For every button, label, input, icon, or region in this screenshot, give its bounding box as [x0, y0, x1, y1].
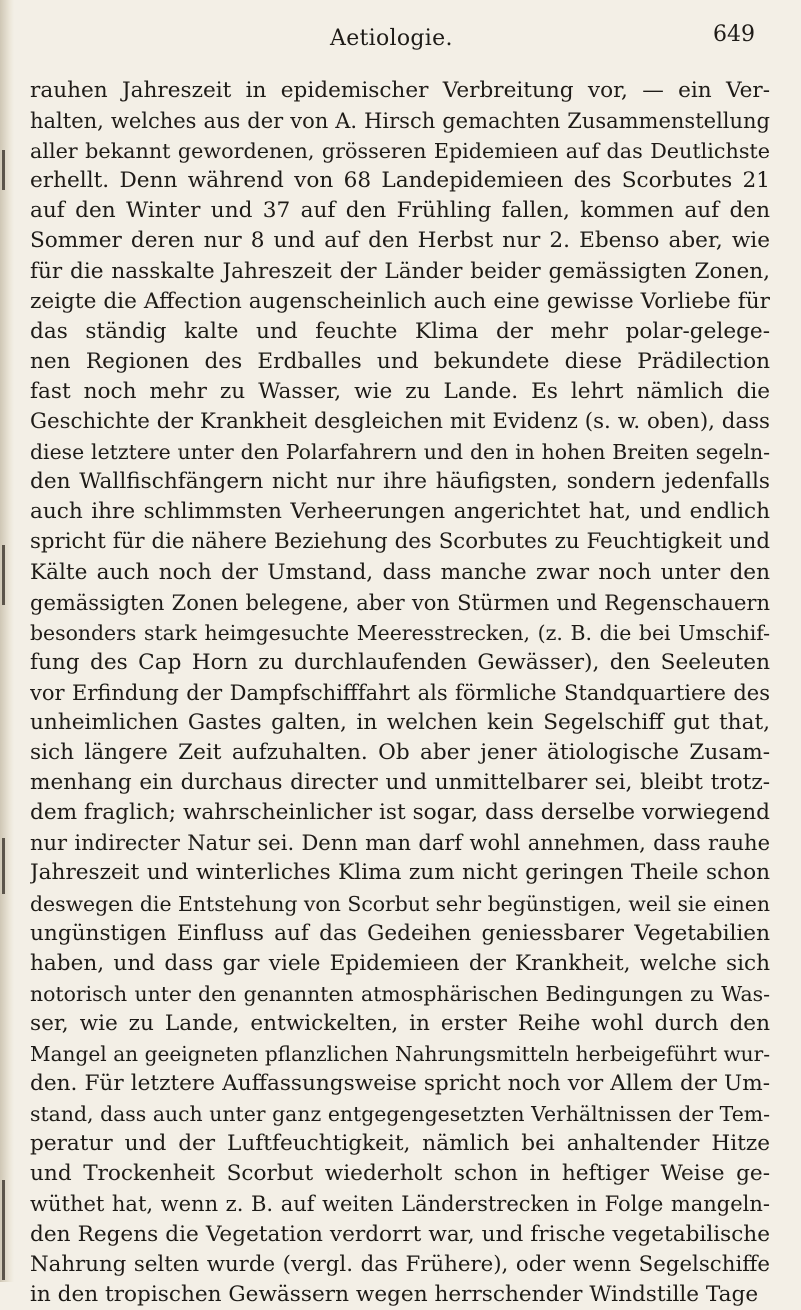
page-binding-edge [0, 0, 14, 1282]
text-line: gemässigten Zonen belegene, aber von Stürmen und Regenschauern [30, 590, 770, 615]
text-line: aller bekannt gewordenen, grösseren Epidemieen auf das Deutlichste [30, 139, 770, 164]
text-line: diese letztere unter den Polarfahrern und den in hohen Breiten segeln- [30, 440, 770, 465]
text-line: Sommer deren nur 8 und auf den Herbst nur 2. Ebenso aber, wie [30, 228, 770, 254]
text-line: ser, wie zu Lande, entwickelten, in erster Reihe wohl durch den [30, 1010, 770, 1036]
text-line: fast noch mehr zu Wasser, wie zu Lande. Es lehrt nämlich die [30, 378, 770, 404]
text-line: nen Regionen des Erdballes und bekundete diese Prädilection [30, 348, 770, 374]
text-line: den Regens die Vegetation verdorrt war, und frische vegetabilische [30, 1221, 770, 1247]
text-line: sich längere Zeit aufzuhalten. Ob aber jener ätiologische Zusam- [30, 740, 770, 766]
text-line: den Wallfischfängern nicht nur ihre häufigsten, sondern jedenfalls [30, 469, 770, 495]
text-line: wüthet hat, wenn z. B. auf weiten Länderstrecken in Folge mangeln- [30, 1192, 770, 1217]
text-line: notorisch unter den genannten atmosphärischen Bedingungen zu Was- [30, 981, 770, 1006]
body-text [30, 76, 770, 1310]
text-line: auf den Winter und 37 auf den Frühling fallen, kommen auf den [30, 198, 770, 224]
text-line: besonders stark heimgesuchte Meeresstrecken, (z. B. die bei Umschif- [30, 620, 770, 645]
text-line: ungünstigen Einfluss auf das Gedeihen geniessbarer Vegetabilien [30, 920, 770, 946]
text-line: und Trockenheit Scorbut wiederholt schon in heftiger Weise ge- [30, 1161, 770, 1187]
page-number: 649 [713, 22, 755, 47]
gutter-mark [2, 545, 5, 605]
text-line: haben, und dass gar viele Epidemieen der Krankheit, welche sich [30, 950, 770, 976]
text-line: nur indirecter Natur sei. Denn man darf wohl annehmen, dass rauhe [30, 831, 770, 856]
text-line: spricht für die nähere Beziehung des Scorbutes zu Feuchtigkeit und [30, 529, 770, 555]
text-line: fung des Cap Horn zu durchlaufenden Gewässer), den Seeleuten [30, 649, 770, 675]
running-head: Aetiologie. [330, 26, 453, 51]
text-line: auch ihre schlimmsten Verheerungen angerichtet hat, und endlich [30, 499, 770, 525]
text-line: den. Für letztere Auffassungsweise spricht noch vor Allem der Um- [30, 1071, 770, 1097]
text-line: erhellt. Denn während von 68 Landepidemieen des Scorbutes 21 [30, 168, 770, 194]
text-line: rauhen Jahreszeit in epidemischer Verbreitung vor, — ein Ver- [30, 78, 770, 103]
text-line: menhang ein durchaus directer und unmittelbarer sei, bleibt trotz- [30, 770, 770, 796]
gutter-mark [2, 838, 5, 894]
text-line: stand, dass auch unter ganz entgegengesetzten Verhältnissen der Tem- [30, 1102, 770, 1127]
text-line: Kälte auch noch der Umstand, dass manche zwar noch unter den [30, 559, 770, 585]
text-line: für die nasskalte Jahreszeit der Länder beider gemässigten Zonen, [30, 258, 770, 284]
text-line: zeigte die Affection augenscheinlich auch eine gewisse Vorliebe für [30, 288, 770, 314]
text-line: Nahrung selten wurde (vergl. das Frühere), oder wenn Segelschiffe [30, 1251, 770, 1277]
text-line: dem fraglich; wahrscheinlicher ist sogar, dass derselbe vorwiegend [30, 800, 770, 826]
text-line: vor Erfindung der Dampfschifffahrt als förmliche Standquartiere des [30, 680, 770, 705]
text-line: Mangel an geeigneten pflanzlichen Nahrungsmitteln herbeigeführt wur- [30, 1042, 770, 1066]
gutter-mark [2, 150, 5, 190]
text-line: peratur und der Luftfeuchtigkeit, nämlich bei anhaltender Hitze [30, 1131, 770, 1157]
text-line: deswegen die Entstehung von Scorbut sehr begünstigen, weil sie einen [30, 891, 770, 916]
text-line: Geschichte der Krankheit desgleichen mit Evidenz (s. w. oben), dass [30, 409, 770, 435]
text-line: halten, welches aus der von A. Hirsch gemachten Zusammenstellung [30, 109, 770, 134]
text-line: in den tropischen Gewässern wegen herrschender Windstille Tage [30, 1281, 759, 1307]
text-line: das ständig kalte und feuchte Klima der mehr polar-gelege- [30, 318, 770, 344]
text-line: Jahreszeit und winterliches Klima zum nicht geringen Theile schon [30, 860, 770, 886]
page-header [0, 18, 801, 58]
text-line: unheimlichen Gastes galten, in welchen kein Segelschiff gut that, [30, 709, 770, 735]
gutter-mark [2, 1180, 5, 1280]
